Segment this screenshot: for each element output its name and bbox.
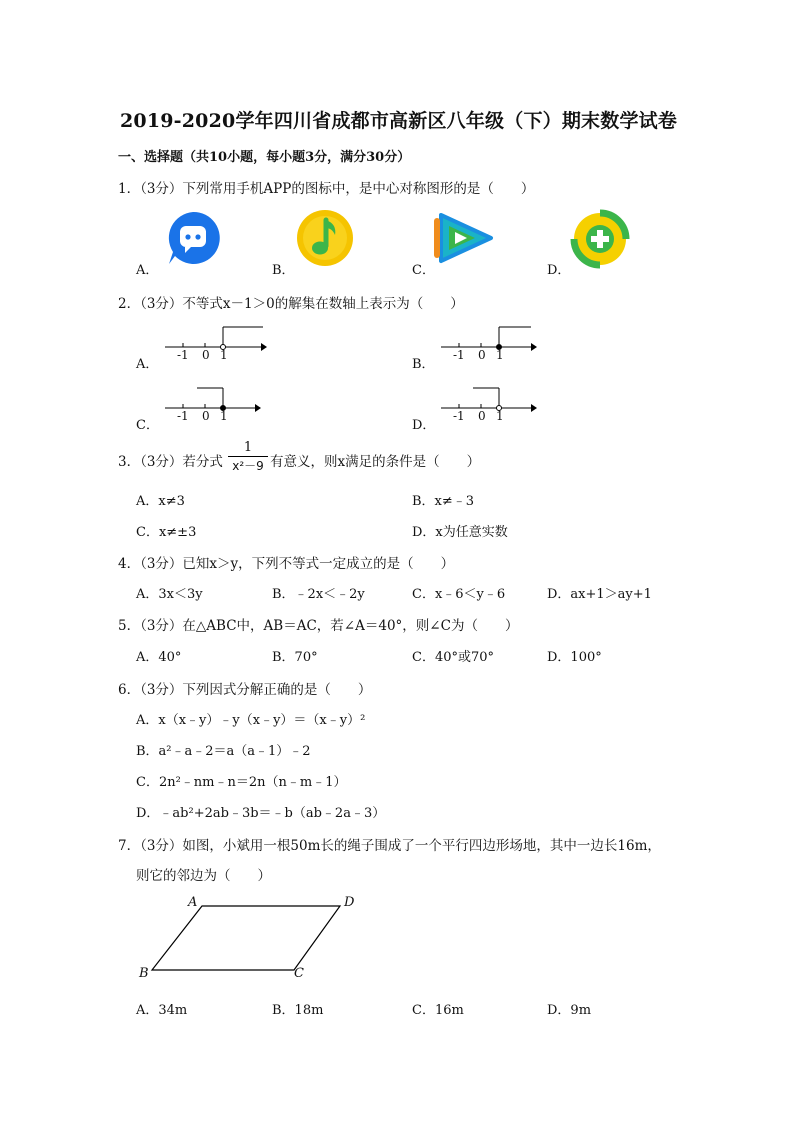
question-3-fraction — [228, 440, 268, 475]
q3-option-b[interactable]: B．x≠﹣3 — [412, 494, 475, 509]
q1-option-c-label: C． — [412, 263, 435, 278]
q5-option-b[interactable]: B．70° — [272, 650, 318, 665]
q2-d-tick-1: 1 — [496, 409, 504, 423]
q2-b-tick-neg1: -1 — [453, 348, 465, 362]
section-heading: 一、选择题（共10小题，每小题3分，满分30分） — [118, 150, 411, 165]
question-2-stem: 2．（3分）不等式x－1＞0的解集在数轴上表示为（ ） — [118, 296, 464, 312]
play-video-icon — [435, 209, 497, 267]
question-5-stem: 5．（3分）在△ABC中，AB＝AC，若∠A＝40°，则∠C为（ ） — [118, 618, 519, 634]
q2-b-tick-0: 0 — [478, 348, 486, 362]
question-1-stem: 1．（3分）下列常用手机APP的图标中，是中心对称图形的是（ ） — [118, 181, 535, 197]
q4-option-a[interactable]: A．3x＜3y — [136, 587, 203, 602]
q1-option-b-label: B． — [272, 263, 295, 278]
q2-c-tick-1: 1 — [220, 409, 228, 423]
q2-b-tick-1: 1 — [496, 348, 504, 362]
q7-option-b[interactable]: B．18m — [272, 1003, 324, 1018]
q2-option-a-label: A． — [136, 357, 159, 372]
q5-option-a[interactable]: A．40° — [136, 650, 182, 665]
question-6-stem: 6．（3分）下列因式分解正确的是（ ） — [118, 682, 372, 698]
vertex-label-a: A — [188, 895, 198, 910]
question-3-stem-post: 有意义，则x满足的条件是（ ） — [270, 454, 481, 470]
q2-a-tick-1: 1 — [220, 348, 228, 362]
vertex-label-c: C — [294, 966, 304, 981]
q6-option-c[interactable]: C．2n²﹣nm﹣n＝2n（n﹣m﹣1） — [136, 775, 347, 790]
fraction-numerator: 1 — [228, 440, 268, 457]
q5-option-d[interactable]: D．100° — [547, 650, 602, 665]
q6-option-d[interactable]: D．﹣ab²+2ab﹣3b＝﹣b（ab﹣2a﹣3） — [136, 806, 386, 821]
parallelogram-abcd — [152, 906, 340, 970]
question-7-stem-line2: 则它的邻边为（ ） — [136, 868, 271, 884]
plus-shield-icon — [570, 209, 630, 269]
question-3-stem-pre: 3．（3分）若分式 — [118, 454, 223, 470]
q2-a-tick-0: 0 — [202, 348, 210, 362]
q6-option-a[interactable]: A．x（x﹣y）﹣y（x﹣y）＝（x﹣y）² — [136, 713, 366, 728]
q2-option-d-label: D． — [412, 418, 436, 433]
q5-option-c[interactable]: C．40°或70° — [412, 650, 495, 665]
q1-option-d-label: D． — [547, 263, 571, 278]
question-4-stem: 4．（3分）已知x＞y，下列不等式一定成立的是（ ） — [118, 556, 455, 572]
q2-a-tick-neg1: -1 — [177, 348, 189, 362]
q3-option-a[interactable]: A．x≠3 — [136, 494, 185, 509]
q7-option-a[interactable]: A．34m — [136, 1003, 188, 1018]
q2-d-tick-neg1: -1 — [453, 409, 465, 423]
q4-option-d[interactable]: D．ax+1＞ay+1 — [547, 587, 652, 602]
chat-bubble-icon — [163, 208, 223, 268]
q4-option-c[interactable]: C．x﹣6＜y﹣6 — [412, 587, 506, 602]
q6-option-b[interactable]: B．a²﹣a﹣2＝a（a﹣1）﹣2 — [136, 744, 311, 759]
fraction-denominator: x²－9 — [232, 459, 264, 473]
music-note-icon — [295, 208, 355, 268]
q2-c-tick-neg1: -1 — [177, 409, 189, 423]
q2-option-c-label: C． — [136, 418, 159, 433]
vertex-label-b: B — [139, 966, 149, 981]
question-7-stem-line1: 7．（3分）如图，小斌用一根50m长的绳子围成了一个平行四边形场地，其中一边长16m， — [118, 838, 661, 854]
q2-c-tick-0: 0 — [202, 409, 210, 423]
q7-option-c[interactable]: C．16m — [412, 1003, 464, 1018]
q1-option-a-label: A． — [136, 263, 159, 278]
page-title: 2019-2020学年四川省成都市高新区八年级（下）期末数学试卷 — [120, 110, 678, 132]
q3-option-d[interactable]: D．x为任意实数 — [412, 525, 508, 540]
vertex-label-d: D — [344, 895, 355, 910]
q2-d-tick-0: 0 — [478, 409, 486, 423]
q2-option-b-label: B． — [412, 357, 435, 372]
q4-option-b[interactable]: B．﹣2x＜﹣2y — [272, 587, 365, 602]
q7-option-d[interactable]: D．9m — [547, 1003, 592, 1018]
q3-option-c[interactable]: C．x≠±3 — [136, 525, 197, 540]
